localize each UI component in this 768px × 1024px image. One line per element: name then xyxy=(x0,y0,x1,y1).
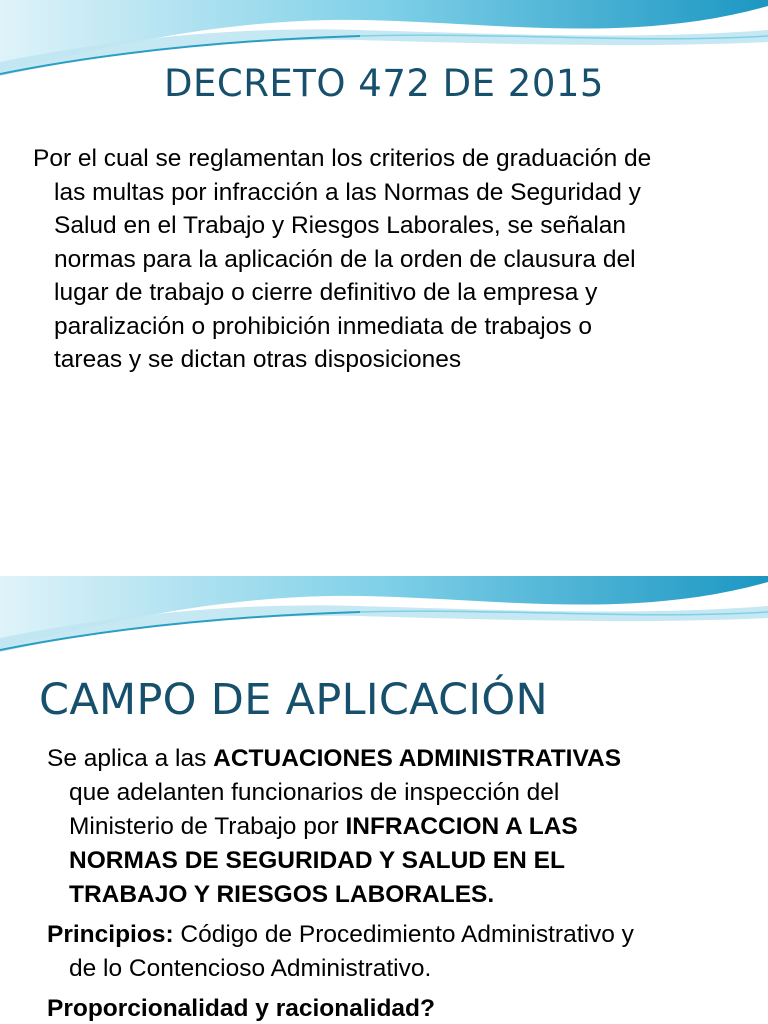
body-text: Código de Procedimiento Administrativo y xyxy=(173,921,634,948)
body-line: Por el cual se reglamentan los criterios de graduación de xyxy=(33,145,652,172)
bold-text: ACTUACIONES ADMINISTRATIVAS xyxy=(213,745,622,772)
body-line: que adelanten funcionarios de inspección del xyxy=(69,779,560,806)
paragraph-proporcionalidad xyxy=(47,992,747,1024)
body-line: normas para la aplicación de la orden de clausura del xyxy=(54,245,636,273)
body-line: tareas y se dictan otras disposiciones xyxy=(54,346,462,373)
slide-title: CAMPO DE APLICACIÓN xyxy=(39,675,549,725)
body-line: Proporcionalidad y racionalidad? xyxy=(47,995,435,1022)
body-line xyxy=(47,742,747,776)
paragraph-principios xyxy=(47,918,747,986)
body-line: lugar de trabajo o cierre definitivo de la empresa y xyxy=(54,279,598,306)
body-line: de lo Contencioso Administrativo. xyxy=(69,955,432,982)
body-line xyxy=(47,918,747,952)
body-line: paralización o prohibición inmediata de trabajos o xyxy=(54,312,592,340)
slide-title: DECRETO 472 DE 2015 xyxy=(164,62,604,105)
slide-body xyxy=(33,142,745,377)
body-line xyxy=(47,810,747,844)
paragraph-actuaciones xyxy=(47,742,747,912)
bold-text: Principios: xyxy=(47,921,174,948)
body-line: TRABAJO Y RIESGOS LABORALES. xyxy=(69,881,495,908)
body-text: Ministerio de Trabajo por xyxy=(69,813,346,840)
body-line: NORMAS DE SEGURIDAD Y SALUD EN EL xyxy=(69,847,565,874)
slide-body xyxy=(47,742,747,1024)
body-line: Salud en el Trabajo y Riesgos Laborales, se señalan xyxy=(54,212,627,239)
body-text: Se aplica a las xyxy=(47,745,214,772)
bold-text: INFRACCION A LAS xyxy=(345,813,578,840)
slide-2 xyxy=(0,576,768,1024)
wave-decoration xyxy=(0,576,768,666)
body-line: las multas por infracción a las Normas de Seguridad y xyxy=(54,178,641,206)
